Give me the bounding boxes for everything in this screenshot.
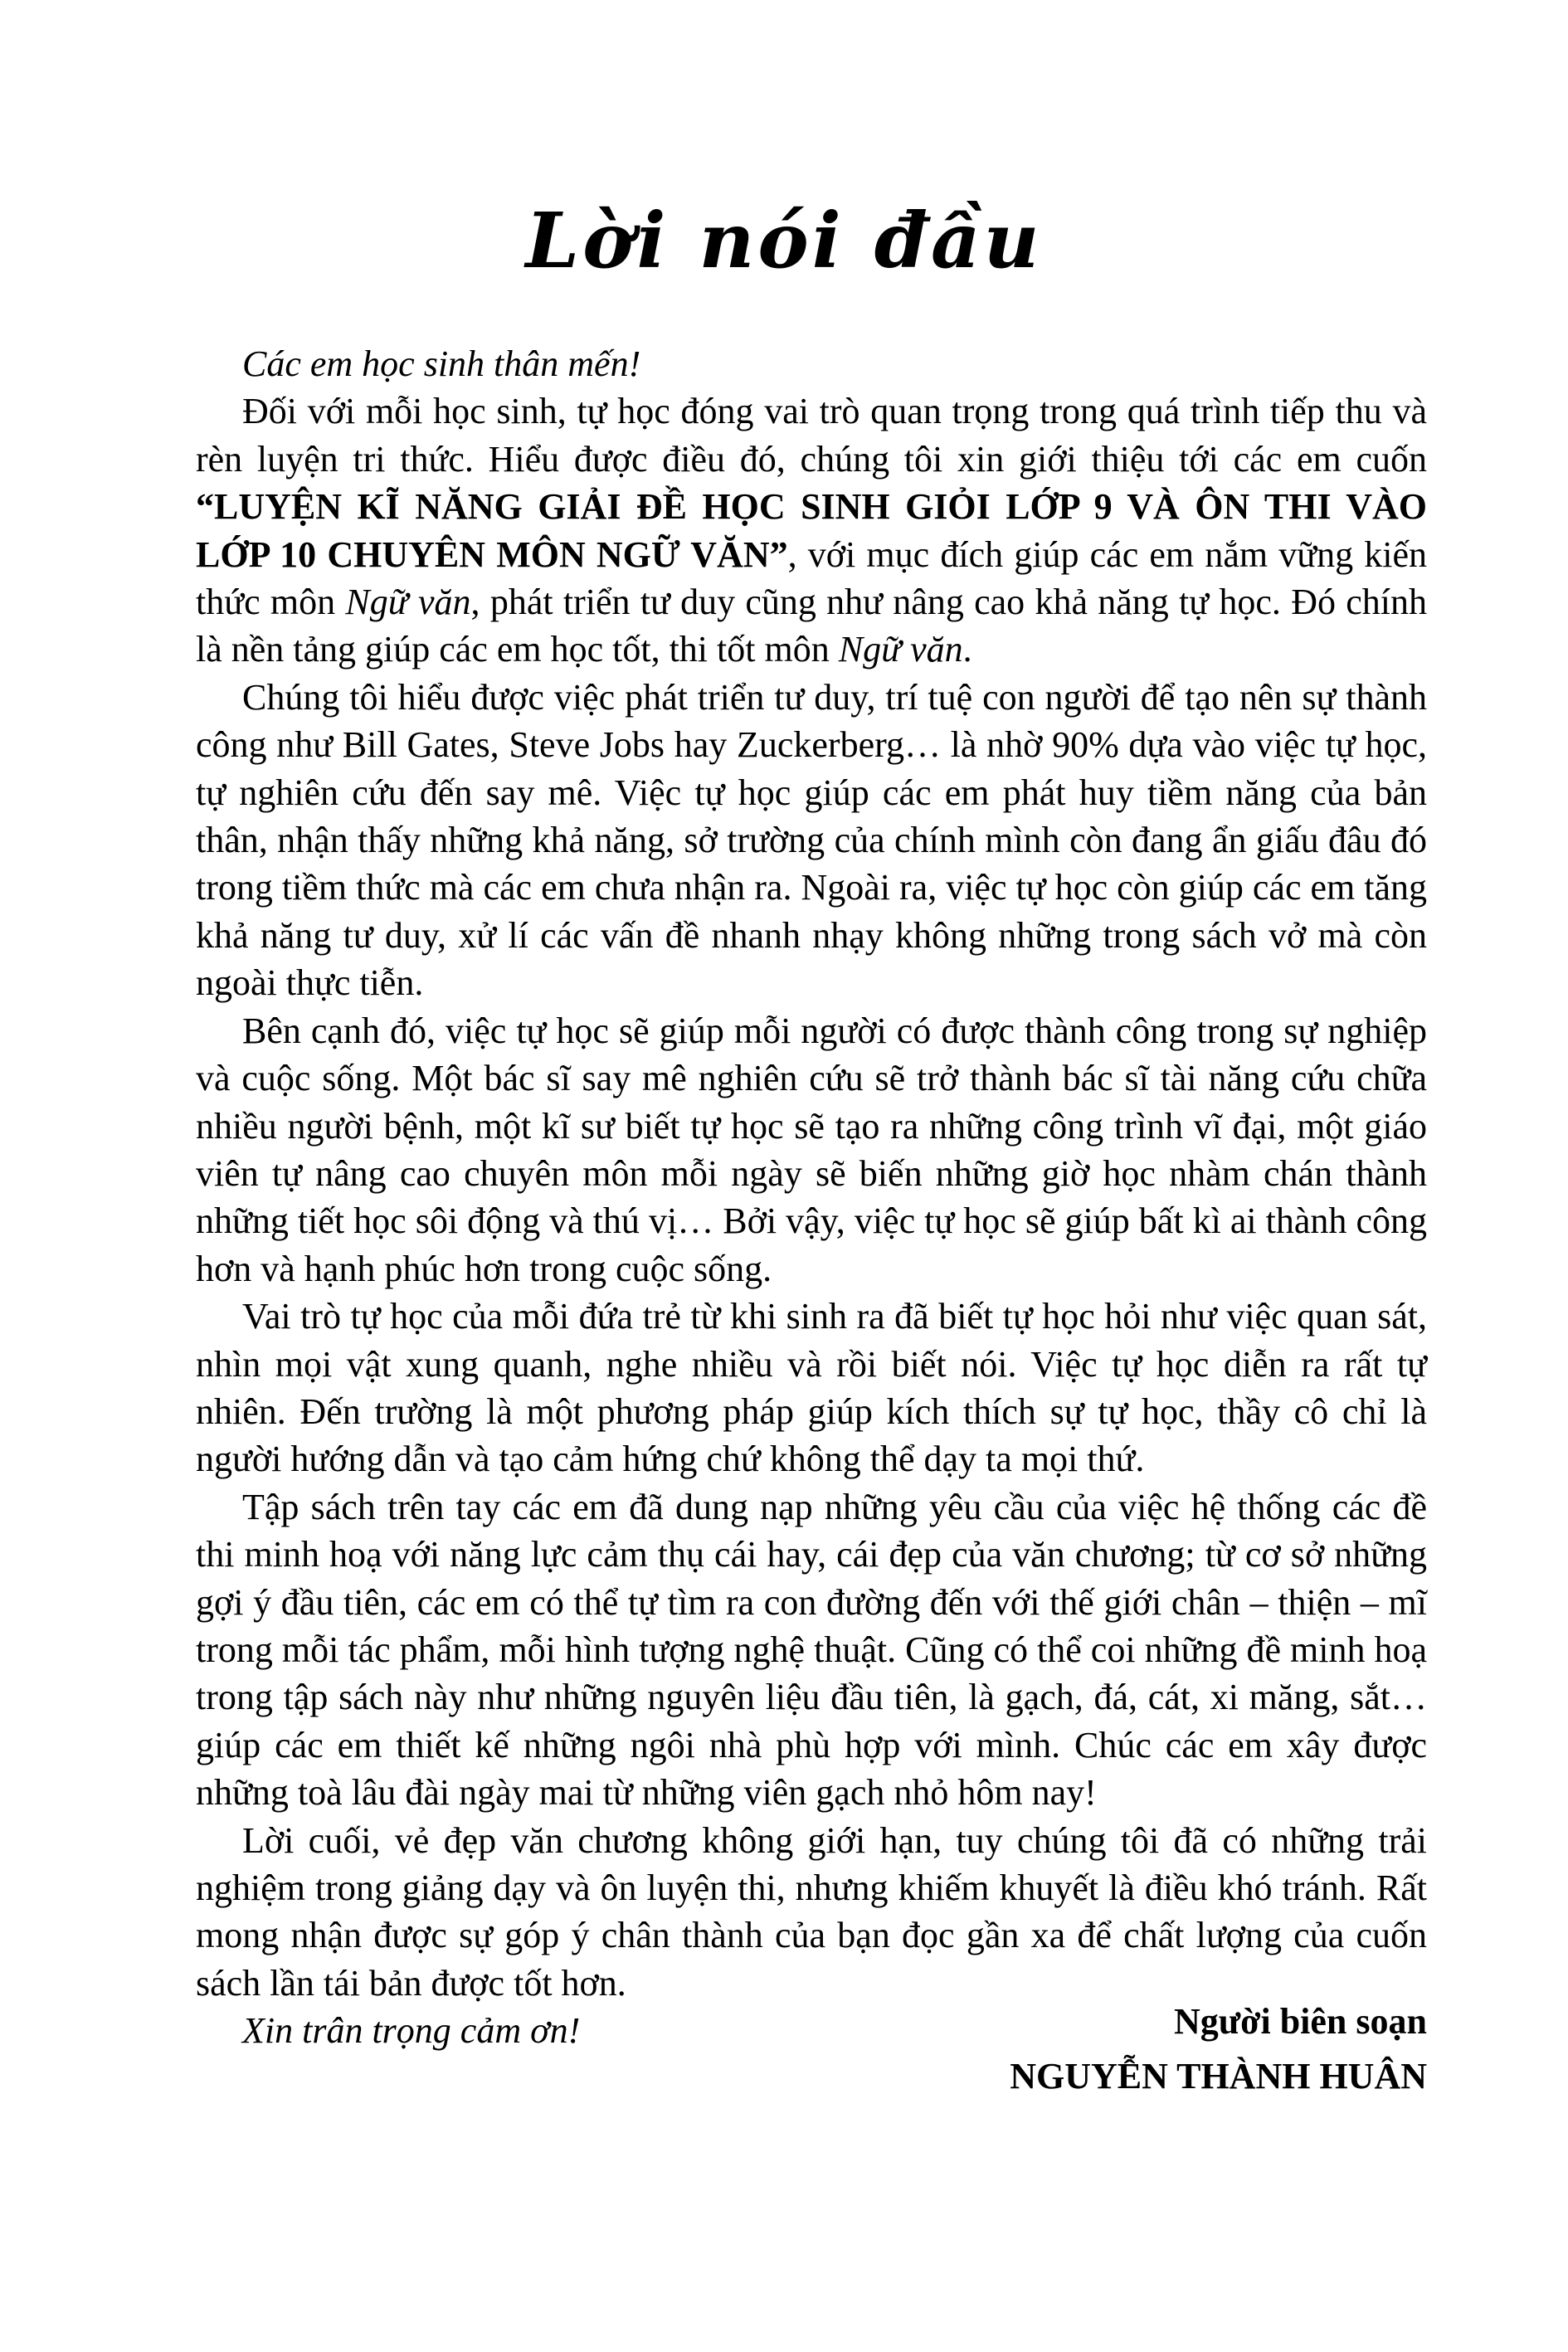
signature-role: Người biên soạn — [1173, 2001, 1427, 2042]
closing-line: Xin trân trọng cảm ơn! — [242, 2010, 581, 2052]
paragraph-6: Lời cuối, vẻ đẹp văn chương không giới hạn, tuy chúng tôi đã có những trải nghiệm trong giảng dạy và ôn luyện thi, nhưng khiếm khuyết là điều khó tránh. Rất mong nhận được sự góp ý chân thành của bạn đọc gần xa để chất lượng của cuốn sách lần tái bản được tốt hơn. — [196, 1819, 1427, 2004]
paragraph-2: Chúng tôi hiểu được việc phát triển tư duy, trí tuệ con người để tạo nên sự thành công như Bill Gates, Steve Jobs hay Zuckerberg… là nhờ 90% dựa vào việc tự học, tự nghiên cứu đến say mê. Việc tự học giúp các em phát huy tiềm năng của bản thân, nhận thấy những khả năng, sở trường của chính mình còn đang ẩn giấu đâu đó trong tiềm thức mà các em chưa nhận ra. Ngoài ra, việc tự học còn giúp các em tăng khả năng tư duy, xử lí các vấn đề nhanh nhạy không những trong sách vở mà còn ngoài thực tiễn. — [196, 676, 1427, 1004]
paragraph-3: Bên cạnh đó, việc tự học sẽ giúp mỗi người có được thành công trong sự nghiệp và cuộc sống. Một bác sĩ say mê nghiên cứu sẽ trở thành bác sĩ tài năng cứu chữa nhiều người bệnh, một kĩ sư biết tự học sẽ tạo ra những công trình vĩ đại, một giáo viên tự nâng cao chuyên môn mỗi ngày sẽ biến những giờ học nhàm chán thành những tiết học sôi động và thú vị… Bởi vậy, việc tự học sẽ giúp bất kì ai thành công hơn và hạnh phúc hơn trong cuộc sống. — [196, 1010, 1427, 1289]
paragraph-1-text-b: , với mục đích giúp các em nắm vững kiến thức môn — [196, 533, 1428, 623]
foreword-body — [196, 340, 1427, 2055]
paragraph-1-text-a: Đối với mỗi học sinh, tự học đóng vai trò quan trọng trong quá trình tiếp thu và rèn luyện tri thức. Hiểu được điều đó, chúng tôi xin giới thiệu tới các em cuốn — [196, 391, 1427, 480]
signature-name: NGUYỄN THÀNH HUÂN — [1010, 2056, 1427, 2096]
signature-block — [1010, 1994, 1427, 2104]
greeting: Các em học sinh thân mến! — [242, 343, 641, 384]
subject-name: Ngữ văn — [345, 582, 471, 623]
book-title: “LUYỆN KĨ NĂNG GIẢI ĐỀ HỌC SINH GIỎI LỚP 9 VÀ ÔN THI VÀO LỚP 10 CHUYÊN MÔN NGỮ VĂN” — [196, 486, 1427, 575]
paragraph-1-text-c: , phát triển tư duy cũng như nâng cao khả năng tự học. Đó chính là nền tảng giúp các em học tốt, thi tốt môn — [196, 582, 1428, 670]
paragraph-1-text-d: . — [962, 629, 972, 670]
paragraph-1 — [196, 387, 1427, 673]
paragraph-5: Tập sách trên tay các em đã dung nạp những yêu cầu của việc hệ thống các đề thi minh hoạ với năng lực cảm thụ cái hay, cái đẹp của văn chương; từ cơ sở những gợi ý đầu tiên, các em có thể tự tìm ra con đường đến với thế giới chân – thiện – mĩ trong mỗi tác phẩm, mỗi hình tượng nghệ thuật. Cũng có thể coi những đề minh hoạ trong tập sách này như những nguyên liệu đầu tiên, là gạch, đá, cát, xi măng, sắt… giúp các em thiết kế những ngôi nhà phù hợp với mình. Chúc các em xây được những toà lâu đài ngày mai từ những viên gạch nhỏ hôm nay! — [196, 1486, 1427, 1814]
paragraph-4: Vai trò tự học của mỗi đứa trẻ từ khi sinh ra đã biết tự học hỏi như việc quan sát, nhìn mọi vật xung quanh, nghe nhiều và rồi biết nói. Việc tự học diễn ra rất tự nhiên. Đến trường là một phương pháp giúp kích thích sự tự học, thầy cô chỉ là người hướng dẫn và tạo cảm hứng chứ không thể dạy ta mọi thứ. — [196, 1296, 1427, 1480]
page-title: Lời nói đầu — [525, 196, 1043, 285]
subject-name: Ngữ văn — [838, 629, 963, 670]
